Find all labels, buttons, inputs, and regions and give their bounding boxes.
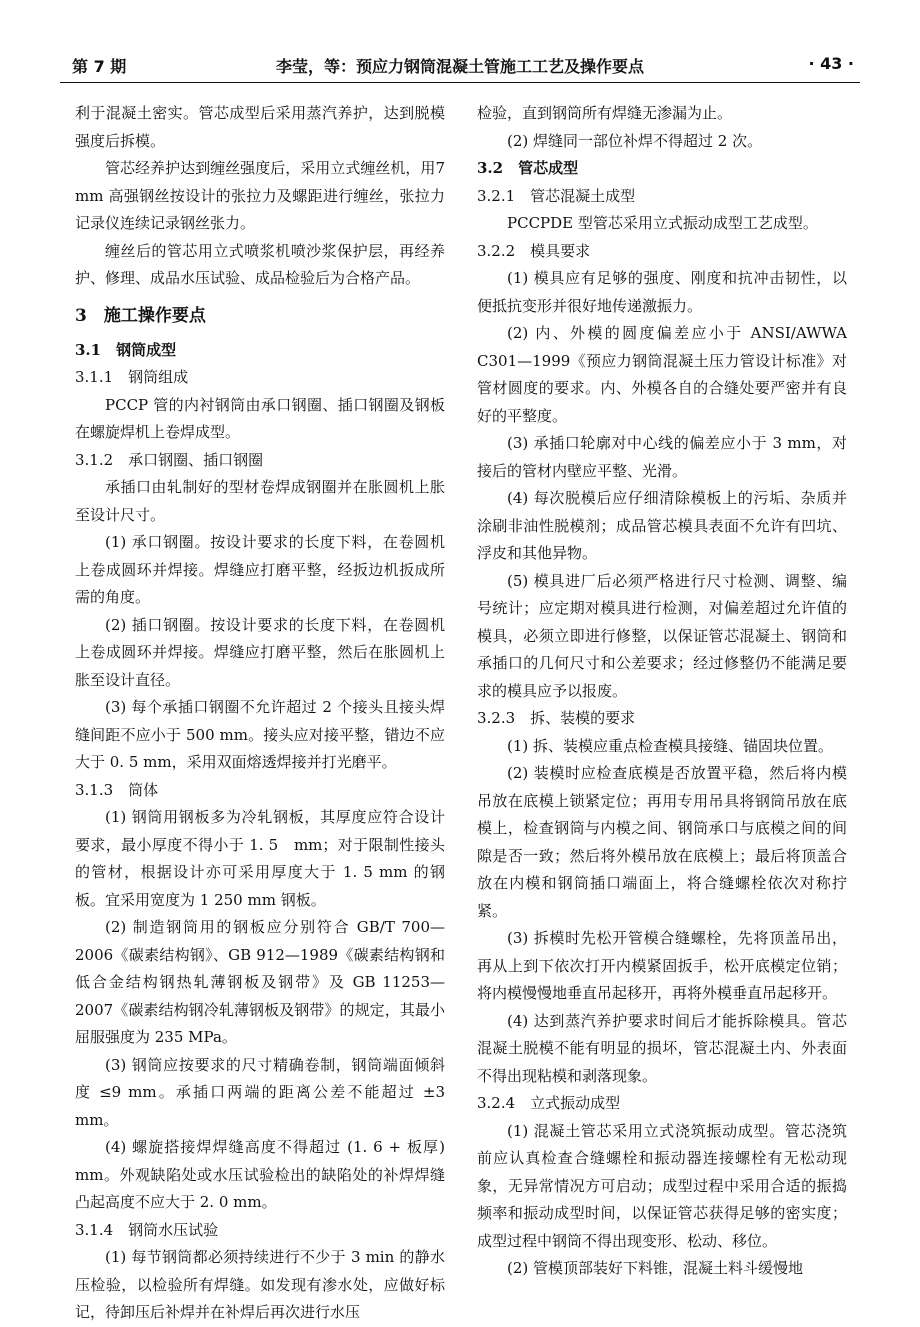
paragraph: (1) 钢筒用钢板多为冷轧钢板，其厚度应符合设计要求，最小厚度不得小于 1. 5 mm；对于限制性接头的管材，根据设计亦可采用厚度大于 1. 5 mm 的钢板。宜采用宽度为 1 250 mm 钢板。 bbox=[75, 808, 445, 909]
paragraph: (1) 混凝土管芯采用立式浇筑振动成型。管芯浇筑前应认真检查合缝螺栓和振动器连接螺栓有无松动现象，无异常情况方可启动；成型过程中采用合适的振捣频率和振动成型时间，以保证管芯获得足够的密实度；成型过程中钢筒不得出现变形、松动、移位。 bbox=[477, 1121, 847, 1250]
subsubsection-heading: 3.1.1 钢筒组成 bbox=[75, 368, 189, 386]
left-column bbox=[75, 100, 445, 1327]
subsubsection-heading: 3.1.4 钢筒水压试验 bbox=[75, 1220, 219, 1239]
paragraph: 缠丝后的管芯用立式喷浆机喷沙浆保护层，再经养护、修理、成品水压试验、成品检验后为合格产品。 bbox=[75, 241, 445, 287]
article-title: 李莹，等：预应力钢筒混凝土管施工工艺及操作要点 bbox=[275, 57, 644, 76]
paragraph: (4) 螺旋搭接焊焊缝高度不得超过 (1. 6 + 板厚) mm。外观缺陷处或水压试验检出的缺陷处的补焊焊缝凸起高度不应大于 2. 0 mm。 bbox=[75, 1138, 445, 1211]
paragraph: PCCPDE 型管芯采用立式振动成型工艺成型。 bbox=[507, 214, 818, 232]
paragraph: (3) 拆模时先松开管模合缝螺栓，先将顶盖吊出，再从上到下依次打开内模紧固扳手，松开底模定位销；将内模慢慢地垂直吊起移开，再将外模垂直吊起移开。 bbox=[477, 929, 847, 1002]
paragraph: (1) 模具应有足够的强度、刚度和抗冲击韧性，以便抵抗变形并很好地传递激振力。 bbox=[477, 269, 847, 315]
paragraph: (4) 达到蒸汽养护要求时间后才能拆除模具。管芯混凝土脱模不能有明显的损坏，管芯混凝土内、外表面不得出现粘模和剥落现象。 bbox=[477, 1011, 847, 1085]
subsubsection-heading: 3.2.4 立式振动成型 bbox=[477, 1094, 621, 1112]
paragraph: (3) 承插口轮廓对中心线的偏差应小于 3 mm，对接后的管材内壁应平整、光滑。 bbox=[477, 434, 847, 480]
paragraph: (1) 拆、装模应重点检查模具接缝、锚固块位置。 bbox=[507, 736, 834, 755]
subsubsection-heading: 3.2.2 模具要求 bbox=[477, 241, 591, 260]
paragraph: (1) 每节钢筒都必须持续进行不少于 3 min 的静水压检验，以检验所有焊缝。如发现有渗水处，应做好标记，待卸压后补焊并在补焊后再次进行水压 bbox=[75, 1248, 445, 1321]
paragraph: 管芯经养护达到缠丝强度后，采用立式缠丝机，用7 mm 高强钢丝按设计的张拉力及螺距进行缠丝，张拉力记录仪连续记录钢丝张力。 bbox=[75, 159, 445, 232]
paragraph: 承插口由轧制好的型材卷焊成钢圈并在胀圆机上胀至设计尺寸。 bbox=[75, 478, 445, 524]
subsection-heading: 3.1 钢筒成型 bbox=[75, 340, 177, 359]
paragraph: (5) 模具进厂后必须严格进行尺寸检测、调整、编号统计；应定期对模具进行检测，对偏差超过允许值的模具，必须立即进行修整，以保证管芯混凝土、钢筒和承插口的几何尺寸和公差要求；经过修整仍不能满足要求的模具应予以报废。 bbox=[477, 571, 847, 700]
running-header bbox=[60, 50, 860, 83]
paragraph: 利于混凝土密实。管芯成型后采用蒸汽养护，达到脱模强度后拆模。 bbox=[75, 104, 445, 150]
paragraph: 检验，直到钢筒所有焊缝无渗漏为止。 bbox=[477, 104, 733, 122]
paragraph: (3) 钢筒应按要求的尺寸精确卷制，钢筒端面倾斜度 ≤9 mm。承插口两端的距离公差不能超过 ±3 mm。 bbox=[75, 1055, 445, 1129]
paragraph: (3) 每个承插口钢圈不允许超过 2 个接头且接头焊缝间距不应小于 500 mm。接头应对接平整，错边不应大于 0. 5 mm，采用双面熔透焊接并打光磨平。 bbox=[75, 698, 445, 771]
subsubsection-heading: 3.1.2 承口钢圈、插口钢圈 bbox=[75, 450, 264, 469]
paragraph: (2) 制造钢筒用的钢板应分别符合 GB/T 700—2006《碳素结构钢》、GB 912—1989《碳素结构钢和低合金结构钢热轧薄钢板及钢带》及 GB 11253—2007《碳素结构钢冷轧薄钢板及钢带》的规定，其最小屈服强度为 235 MPa。 bbox=[75, 918, 445, 1046]
paragraph: (1) 承口钢圈。按设计要求的长度下料，在卷圆机上卷成圆环并焊接。焊缝应打磨平整，经扳边机扳成所需的角度。 bbox=[75, 533, 445, 606]
paragraph: (2) 内、外模的圆度偏差应小于 ANSI/AWWA C301—1999《预应力钢筒混凝土压力管设计标准》对管材圆度的要求。内、外模各自的合缝处要严密并有良好的平整度。 bbox=[477, 324, 847, 425]
section-heading: 3 施工操作要点 bbox=[75, 305, 206, 326]
paragraph: (2) 装模时应检查底模是否放置平稳，然后将内模吊放在底模上锁紧定位；再用专用吊具将钢筒吊放在底模上，检查钢筒与内模之间、钢筒承口与底模之间的间隙是否一致；然后将外模吊放在底模上；最后将顶盖合放在内模和钢筒插口端面上，将合缝螺栓依次对称拧紧。 bbox=[477, 764, 847, 920]
subsubsection-heading: 3.2.3 拆、装模的要求 bbox=[477, 709, 636, 727]
subsubsection-heading: 3.1.3 筒体 bbox=[75, 780, 159, 799]
subsection-heading: 3.2 管芯成型 bbox=[477, 159, 579, 177]
paragraph: (4) 每次脱模后应仔细清除模板上的污垢、杂质并涂刷非油性脱模剂；成品管芯模具表面不允许有凹坑、浮皮和其他异物。 bbox=[477, 489, 847, 562]
page-number: · 43 · bbox=[808, 54, 854, 73]
paragraph: (2) 插口钢圈。按设计要求的长度下料，在卷圆机上卷成圆环并焊接。焊缝应打磨平整，然后在胀圆机上胀至设计直径。 bbox=[75, 615, 445, 689]
paragraph: (2) 焊缝同一部位补焊不得超过 2 次。 bbox=[507, 131, 763, 150]
paragraph: PCCP 管的内衬钢筒由承口钢圈、插口钢圈及钢板在螺旋焊机上卷焊成型。 bbox=[75, 395, 445, 441]
subsubsection-heading: 3.2.1 管芯混凝土成型 bbox=[477, 186, 636, 205]
paragraph: (2) 管模顶部装好下料锥，混凝土料斗缓慢地 bbox=[507, 1259, 804, 1277]
issue-number: 第 7 期 bbox=[72, 57, 127, 76]
right-column bbox=[477, 100, 847, 1283]
